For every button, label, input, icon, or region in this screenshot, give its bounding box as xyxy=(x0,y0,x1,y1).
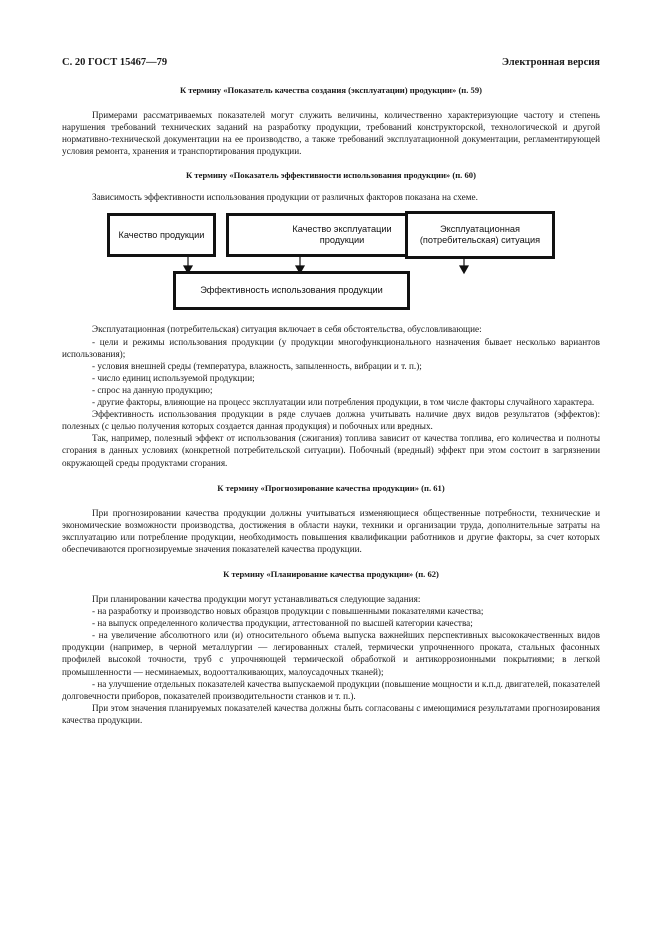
paragraph: Так, например, полезный эффект от использования (сжигания) топлива зависит от качества топлива, его количества и полноты сгорания в данных условиях (конкретной потребительской ситуации). Побочный (вредный) эффект при этом состоит в загрязнении окружающей среды продуктами сгорания. xyxy=(62,433,600,468)
section-title-62: К термину «Планирование качества продукции» (п. 62) xyxy=(223,568,439,579)
box-usage-efficiency: Эффективность использования продукции xyxy=(173,271,410,310)
box-consumer-situation: Эксплуатационная (потребительская) ситуация xyxy=(405,211,555,259)
paragraph: При планировании качества продукции могут устанавливаться следующие задания: xyxy=(92,593,421,604)
page-header xyxy=(62,56,600,69)
header-standard: С. 20 ГОСТ 15467—79 xyxy=(62,57,168,68)
list-item: - на увеличение абсолютного или (и) относительного объема выпуска важнейших перспективных высококачественных видов продукции (например, в черной металлургии — легированных сталей, термически упрочненного проката, стальных фасонных профилей высокой точности, труб с упрочняющей термической обработкой и антикоррозионными покрытиями; в легкой промышленности — несминаемых, водоотталкивающих, малоусадочных тканей); xyxy=(62,630,600,677)
paragraph: Зависимость эффективности использования продукции от различных факторов показана на схеме. xyxy=(92,192,478,203)
paragraph: Примерами рассматриваемых показателей могут служить величины, количественно характеризующие частоту и степень нарушения требований технических заданий на разработку продукции, требований конструкторской, технологической и другой нормативно-технической документации на ее производство, а также требований эксплуатационной документации, регламентирующей условия ремонта, хранения и транспортирования продукции. xyxy=(62,110,600,157)
list-item: - другие факторы, влияющие на процесс эксплуатации или потребления продукции, в том числе факторы случайного характера. xyxy=(92,397,595,408)
section-title-61: К термину «Прогнозирование качества продукции» (п. 61) xyxy=(217,482,445,493)
paragraph: Эксплуатационная (потребительская) ситуация включает в себя обстоятельства, обусловливающие: xyxy=(92,324,482,335)
paragraph: При этом значения планируемых показателей качества должны быть согласованы с имеющимися результатами прогнозирования качества продукции. xyxy=(62,702,600,725)
list-item: - на улучшение отдельных показателей качества выпускаемой продукции (повышение мощности и к.п.д. двигателей, показателей долговечности приборов, показателей производительности станков и т. п.). xyxy=(62,678,600,701)
list-item: - спрос на данную продукцию; xyxy=(92,384,213,395)
list-item: - число единиц используемой продукции; xyxy=(92,372,255,383)
box-operation-quality: Качество эксплуатации продукции xyxy=(226,213,458,257)
efficiency-diagram xyxy=(62,209,600,311)
section-title-59: К термину «Показатель качества создания (эксплуатации) продукции» (п. 59) xyxy=(179,85,483,95)
document-page xyxy=(62,56,600,726)
box-product-quality: Качество продукции xyxy=(107,213,216,257)
list-item: - на разработку и производство новых образцов продукции с повышенными показателями качества; xyxy=(92,606,484,617)
list-item: - на выпуск определенного количества продукции, аттестованной по высшей категории качества; xyxy=(92,618,473,629)
paragraph: Эффективность использования продукции в ряде случаев должна учитывать наличие двух видов результатов (эффектов): полезных (с целью получения которых создается данная продукция) и побочных или вредных. xyxy=(62,409,600,432)
paragraph: При прогнозировании качества продукции должны учитываться изменяющиеся общественные потребности, технические и экономические возможности производства, достижения в области науки, техники и организации труда, дополнительные затраты на эксплуатацию или потребление продукции, необходимость повышения квалификации работников и другие факторы, за счет которых обеспечиваются прогнозируемые значения показателей качества продукции. xyxy=(62,507,600,554)
header-edition: Электронная версия xyxy=(501,57,600,68)
section-title-60: К термину «Показатель эффективности использования продукции» (п. 60) xyxy=(186,170,476,181)
list-item: - условия внешней среды (температура, влажность, запыленность, вибрации и т. п.); xyxy=(92,360,422,371)
list-item: - цели и режимы использования продукции (у продукции многофункционального назначения бывает несколько вариантов использования); xyxy=(62,336,600,359)
